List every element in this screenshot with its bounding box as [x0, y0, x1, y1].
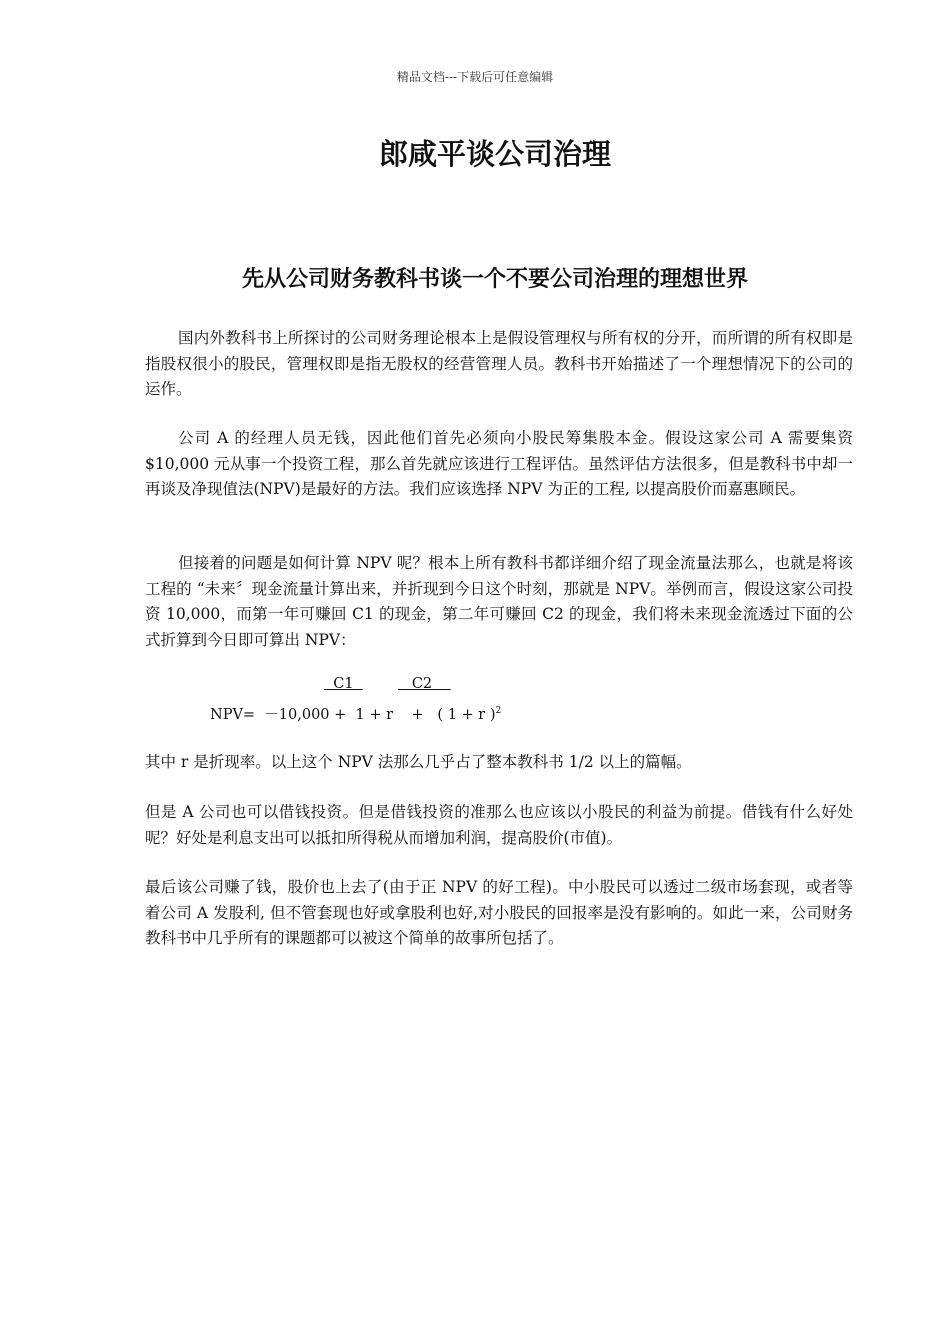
paragraph-5: 但是 A 公司也可以借钱投资。但是借钱投资的准那么也应该以小股民的利益为前提。借钱有什么好处呢？好处是利息支出可以抵扣所得税从而增加利润，提高股价(市值)。: [145, 803, 853, 847]
document-title: 郎咸平谈公司治理: [378, 137, 611, 171]
npv-formula: [210, 676, 610, 726]
formula-expression: [210, 703, 501, 724]
formula-numerator-c1: C1: [324, 676, 363, 692]
paragraph-3: 但接着的问题是如何计算 NPV 呢？根本上所有教科书都详细介绍了现金流量法那么，也就是将该工程的 “未来〞现金流量计算出来，并折现到今日这个时刻，那就是 NPV。举例而言，假设这家公司投资 10,000，而第一年可赚回 C1 的现金，第二年可赚回 C2 的现金，我们将未来现金流透过下面的公式折算到今日即可算出 NPV：: [145, 554, 853, 649]
formula-lhs: NPV= －10,000 + 1 + r + ( 1 + r ): [210, 707, 496, 723]
paragraph-1: 国内外教科书上所探讨的公司财务理论根本上是假设管理权与所有权的分开，而所谓的所有权即是指股权很小的股民，管理权即是指无股权的经营管理人员。教科书开始描述了一个理想情况下的公司的运作。: [145, 329, 853, 398]
paragraph-4: 其中 r 是折现率。以上这个 NPV 法那么几乎占了整本教科书 1/2 以上的篇幅。: [145, 753, 692, 771]
formula-exponent: 2: [495, 706, 502, 717]
paragraph-2: 公司 A 的经理人员无钱，因此他们首先必须向小股民筹集股本金。假设这家公司 A 需要集资 $10,000 元从事一个投资工程，那么首先就应该进行工程评估。虽然评估方法很多，但是教科书中却一再谈及净现值法(NPV)是最好的方法。我们应该选择 NPV 为正的工程, 以提高股价而嘉惠顾民。: [145, 429, 853, 498]
formula-numerator-c2: C2: [398, 676, 451, 692]
header-note: 精品文档---下载后可任意编辑: [396, 70, 554, 84]
section-title: 先从公司财务教科书谈一个不要公司治理的理想世界: [241, 266, 748, 292]
paragraph-6: 最后该公司赚了钱，股价也上去了(由于正 NPV 的好工程)。中小股民可以透过二级市场套现，或者等着公司 A 发股利, 但不管套现也好或拿股利也好,对小股民的回报率是没有影响的。如此一来，公司财务教科书中几乎所有的课题都可以被这个简单的故事所包括了。: [145, 878, 853, 947]
